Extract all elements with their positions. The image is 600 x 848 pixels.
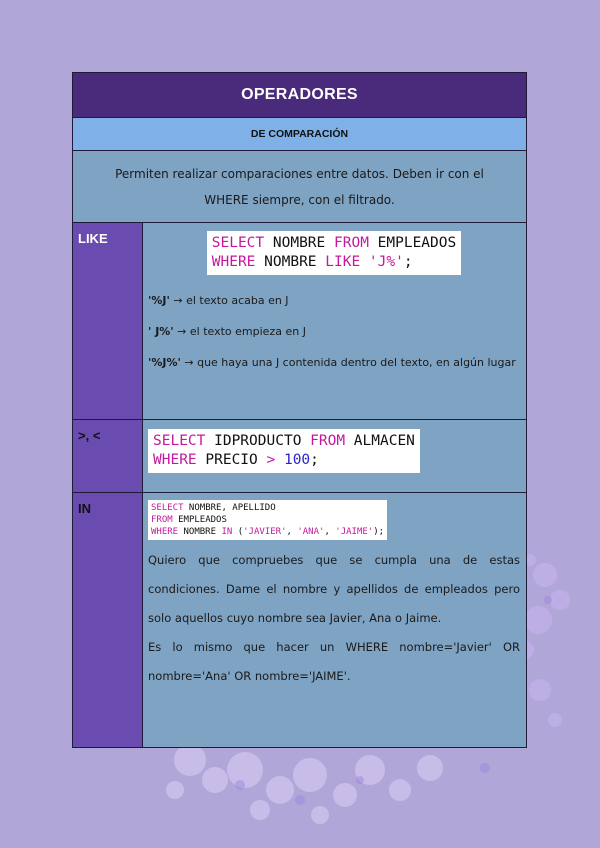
in-label: IN	[73, 493, 143, 747]
compare-content	[143, 420, 526, 492]
in-code-block: SELECT NOMBRE, APELLIDO FROM EMPLEADOS WHERE NOMBRE IN ('JAVIER', 'ANA', 'JAIME');	[148, 500, 387, 540]
table-subtitle: DE COMPARACIÓN	[73, 118, 526, 151]
in-paragraph-1: Quiero que compruebes que se cumpla una de estas condiciones. Dame el nombre y apellidos de empleados pero solo aquellos cuyo nombre sea Javier, Ana o Jaime.	[148, 553, 520, 625]
like-content	[143, 223, 526, 419]
in-paragraph-2: Es lo mismo que hacer un WHERE nombre='Javier' OR nombre='Ana' OR nombre='JAIME'.	[148, 640, 520, 683]
table-title: OPERADORES	[73, 73, 526, 118]
compare-code-block: SELECT IDPRODUCTO FROM ALMACEN WHERE PRECIO > 100;	[148, 429, 420, 473]
like-note-3: '%J%' → que haya una J contenida dentro del texto, en algún lugar	[148, 356, 516, 369]
in-row	[73, 493, 526, 747]
in-content	[143, 493, 526, 747]
like-label: LIKE	[73, 223, 143, 419]
like-note-1: '%J' → el texto acaba en J	[148, 294, 289, 307]
like-row	[73, 223, 526, 420]
compare-row	[73, 420, 526, 493]
table-description: Permiten realizar comparaciones entre datos. Deben ir con el WHERE siempre, con el filtrado.	[73, 151, 526, 223]
compare-label: >, <	[73, 420, 143, 492]
like-note-2: ' J%' → el texto empieza en J	[148, 325, 306, 338]
operators-table	[72, 72, 527, 748]
like-code-block: SELECT NOMBRE FROM EMPLEADOS WHERE NOMBRE LIKE 'J%';	[207, 231, 461, 275]
